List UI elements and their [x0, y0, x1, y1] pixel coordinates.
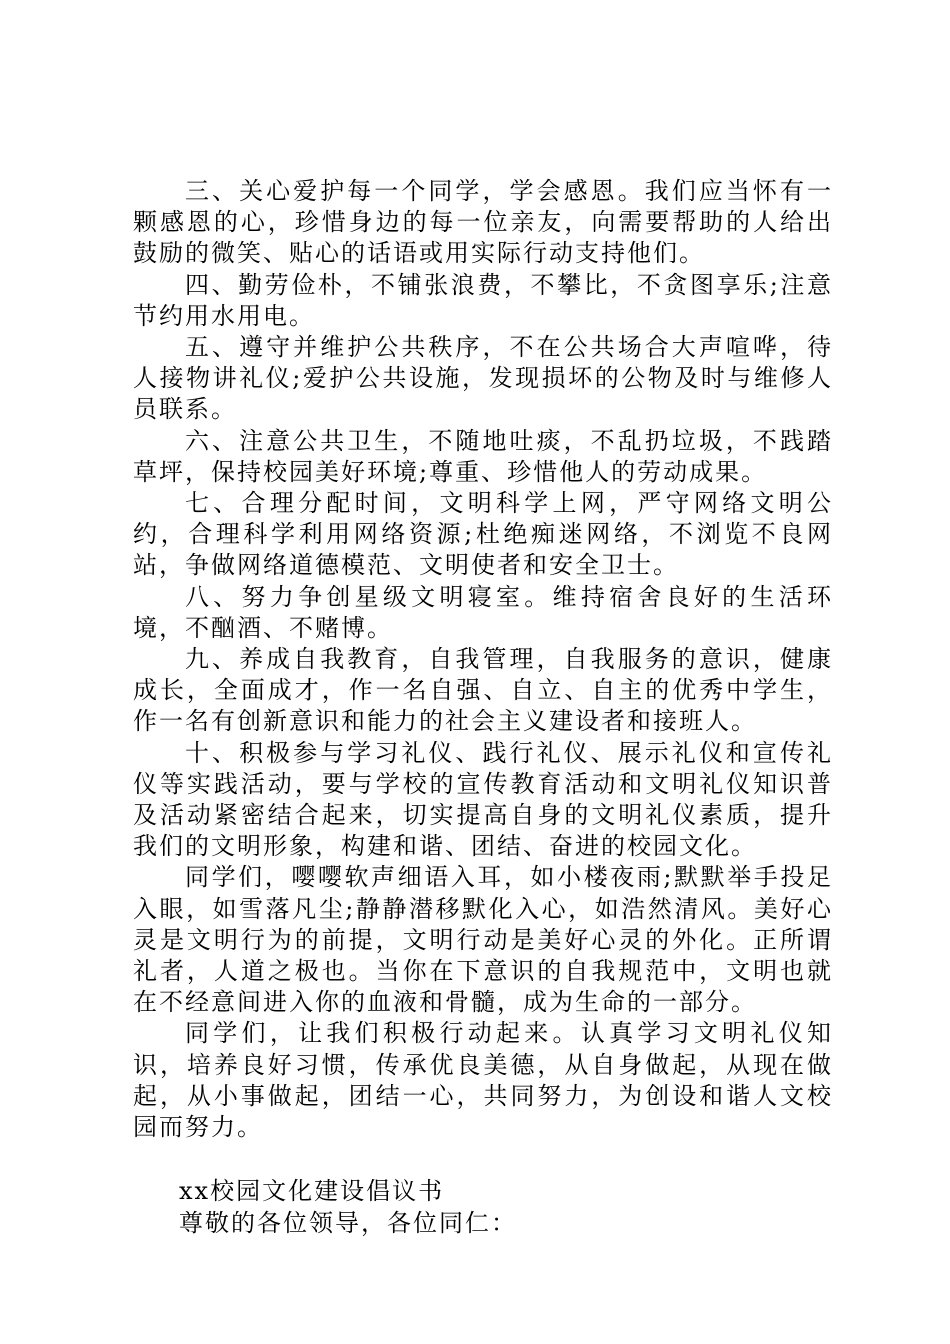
document-title: xx校园文化建设倡议书 [179, 1177, 445, 1206]
paragraph-3: 三、关心爱护每一个同学，学会感恩。我们应当怀有一颗感恩的心，珍惜身边的每一位亲友，向需要帮助的人给出鼓励的微笑、贴心的话语或用实际行动支持他们。 [133, 177, 833, 268]
paragraph-closing-1: 同学们，嘤嘤软声细语入耳，如小楼夜雨;默默举手投足入眼，如雪落凡尘;静静潜移默化入心，如浩然清风。美好心灵是文明行为的前提，文明行动是美好心灵的外化。正所谓礼者，人道之极也。当你在下意识的自我规范中，文明也就在不经意间进入你的血液和骨髓，成为生命的一部分。 [133, 863, 833, 1017]
section-spacer [133, 1143, 833, 1176]
paragraph-5: 五、遵守并维护公共秩序，不在公共场合大声喧哗，待人接物讲礼仪;爱护公共设施，发现损坏的公物及时与维修人员联系。 [133, 333, 833, 424]
paragraph-7: 七、合理分配时间，文明科学上网，严守网络文明公约，合理科学利用网络资源;杜绝痴迷网络，不浏览不良网站，争做网络道德模范、文明使者和安全卫士。 [133, 489, 833, 580]
paragraph-6: 六、注意公共卫生，不随地吐痰，不乱扔垃圾，不践踏草坪，保持校园美好环境;尊重、珍惜他人的劳动成果。 [133, 426, 833, 486]
document-body [133, 176, 833, 1239]
paragraph-8: 八、努力争创星级文明寝室。维持宿舍良好的生活环境，不酗酒、不赌博。 [133, 582, 833, 642]
paragraph-closing-2: 同学们，让我们积极行动起来。认真学习文明礼仪知识，培养良好习惯，传承优良美德，从自身做起，从现在做起，从小事做起，团结一心，共同努力，为创设和谐人文校园而努力。 [133, 1019, 833, 1142]
paragraph-9: 九、养成自我教育，自我管理，自我服务的意识，健康成长，全面成才，作一名自强、自立、自主的优秀中学生，作一名有创新意识和能力的社会主义建设者和接班人。 [133, 645, 833, 736]
paragraph-4: 四、勤劳俭朴，不铺张浪费，不攀比，不贪图享乐;注意节约用水用电。 [133, 270, 833, 330]
salutation: 尊敬的各位领导，各位同仁： [179, 1208, 517, 1237]
paragraph-10: 十、积极参与学习礼仪、践行礼仪、展示礼仪和宣传礼仪等实践活动，要与学校的宣传教育活动和文明礼仪知识普及活动紧密结合起来，切实提高自身的文明礼仪素质，提升我们的文明形象，构建和谐、团结、奋进的校园文化。 [133, 738, 833, 861]
